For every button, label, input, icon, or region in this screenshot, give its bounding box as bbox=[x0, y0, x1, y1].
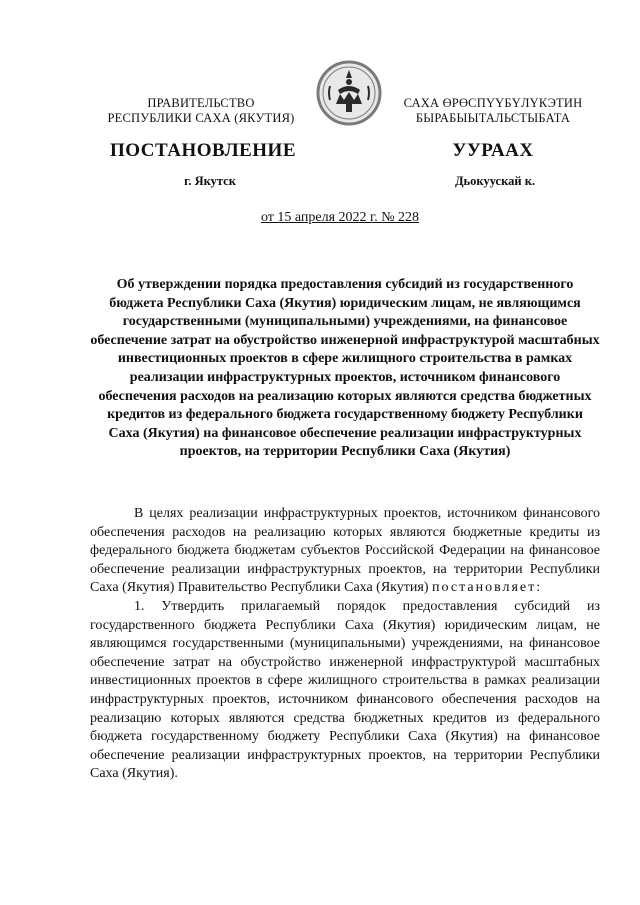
document-date-number: от 15 апреля 2022 г. № 228 bbox=[260, 210, 420, 225]
government-line-2: РЕСПУБЛИКИ САХА (ЯКУТИЯ) bbox=[107, 111, 295, 125]
document-type-yakut: УУРААХ bbox=[452, 140, 534, 161]
document-type-russian: ПОСТАНОВЛЕНИЕ bbox=[109, 140, 297, 161]
city-yakut: Дьокуускай к. bbox=[454, 174, 536, 188]
government-name-russian bbox=[96, 96, 306, 126]
document-body bbox=[90, 505, 600, 784]
document-title: Об утверждении порядка предоставления субсидий из государственного бюджета Республики Саха (Якутия) юридическим лицам, не являющимся государственными (муниципальными) учреждениями, на финансовое обеспечение затрат на обустройство инженерной инфраструктурой масштабных инвестиционных проектов в сфере жилищного строительства в рамках реализации инфраструктурных проектов, источником финансового обеспечения расходов на реализацию которых являются средства бюджетных кредитов из федерального бюджета государственному бюджету Республики Саха (Якутия) на финансовое обеспечение реализации инфраструктурных проектов, на территории Республики Саха (Якутия) bbox=[90, 277, 600, 460]
preamble-text: В целях реализации инфраструктурных проектов, источником финансового обеспечения расходов на реализацию которых являются бюджетные кредиты из федерального бюджета бюджетам субъектов Российской Федерации на финансовое обеспечение реализации инфраструктурных проектов, на территории Республики Саха (Якутия) Правительство Республики Саха (Якутия) bbox=[90, 506, 600, 596]
resolves-word: постановляет: bbox=[432, 580, 543, 596]
coat-of-arms-yakutia-icon bbox=[316, 60, 382, 126]
paragraph-preamble bbox=[90, 505, 600, 598]
government-line-1: ПРАВИТЕЛЬСТВО bbox=[147, 96, 255, 110]
city-russian: г. Якутск bbox=[184, 174, 236, 188]
government-name-yakut bbox=[388, 96, 598, 126]
government-yakut-line-1: САХА ӨРӨСПҮҮБҮЛҮКЭТИН bbox=[403, 96, 583, 110]
government-yakut-line-2: БЫРАБЫЫТАЛЬСТЫБАТА bbox=[415, 111, 571, 125]
paragraph-item-1: 1. Утвердить прилагаемый порядок предоставления субсидий из государственного бюджета Республики Саха (Якутия) юридическим лицам, не являющимся государственными (муниципальными) учреждениями, на финансовое обеспечение затрат на обустройство инженерной инфраструктурой масштабных инвестиционных проектов в сфере жилищного строительства в рамках реализации инфраструктурных проектов, источником финансового обеспечения расходов на реализацию которых являются средства бюджетных кредитов из федерального бюджета государственному бюджету Республики Саха (Якутия) на финансовое обеспечение реализации инфраструктурных проектов, на территории Республики Саха (Якутия). bbox=[90, 598, 600, 782]
